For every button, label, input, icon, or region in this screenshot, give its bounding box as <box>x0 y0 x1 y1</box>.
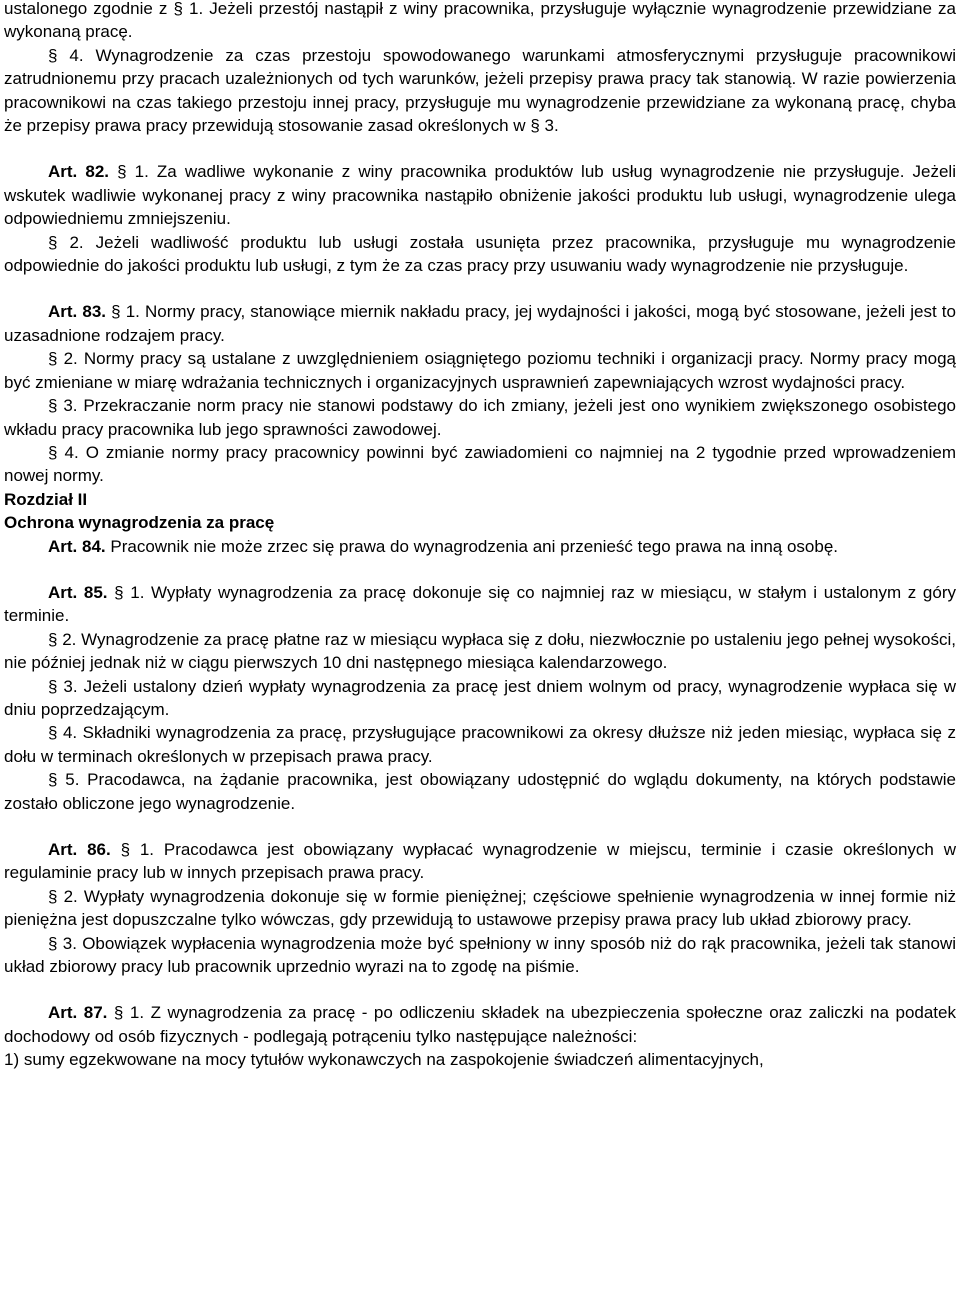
section-sign: § <box>48 723 58 743</box>
text-run: 5. Pracodawca, na żądanie pracownika, jest obowiązany udostępnić do wglądu dokumenty, na których podstawie zostało obliczone jego wynagrodzenie. <box>4 770 956 813</box>
article-heading: Art. 86. <box>48 840 111 859</box>
text-run: 2. Wynagrodzenie za pracę płatne raz w miesiącu wypłaca się z dołu, niezwłocznie po ustaleniu jego pełnej wysokości, nie później jednak niż w ciągu pierwszych 10 dni następnego miesiąca kalendarzowego. <box>4 629 956 673</box>
art85-paragraph-2 <box>4 628 956 675</box>
art82-paragraph-1 <box>4 160 956 230</box>
art85-paragraph-4 <box>4 721 956 768</box>
chapter-number: Rozdział II <box>4 489 88 509</box>
section-sign: § <box>48 886 58 906</box>
art84-paragraph <box>4 535 956 558</box>
art83-paragraph-1 <box>4 300 956 347</box>
section-sign: § <box>530 116 540 136</box>
text-run: 3. Jeżeli ustalony dzień wypłaty wynagrodzenia za pracę jest dniem wolnym od pracy, wynagrodzenie wypłaca się w dniu poprzedzającym. <box>4 676 956 719</box>
section-sign: § <box>173 0 183 18</box>
section-sign: § <box>113 1003 124 1023</box>
art85-paragraph-5 <box>4 768 956 815</box>
article-heading: Art. 87. <box>48 1003 108 1023</box>
art86-paragraph-3 <box>4 932 956 979</box>
text-run: ustalonego zgodnie z <box>4 0 174 18</box>
section-sign: § <box>48 676 58 696</box>
chapter-title: Ochrona wynagrodzenia za pracę <box>4 513 275 533</box>
art82-paragraph-2 <box>4 231 956 278</box>
article-heading: Art. 85. <box>48 582 108 602</box>
art83-paragraph-2 <box>4 347 956 394</box>
text-run: 2. Jeżeli wadliwość produktu lub usługi została usunięta przez pracownika, przysługuje mu wynagrodzenie odpowiednie do jakości produktu lub usługi, z tym że za czas pracy przy usuwaniu wady wynagrodzenie nie przysługuje. <box>4 232 956 276</box>
text-run: 2. Normy pracy są ustalane z uwzględnieniem osiągniętego poziomu techniki i organizacji pracy. Normy pracy mogą być zmieniane w miarę wdrażania technicznych i organizacyjnych usprawnień zapewniających wzrost wydajności pracy. <box>4 349 956 392</box>
text-run: 4. O zmianie normy pracy pracownicy powinni być zawiadomieni co najmniej na 2 tygodnie przed wprowadzeniem nowej normy. <box>4 442 956 486</box>
text-run: 1. Pracodawca jest obowiązany wypłacać wynagrodzenie w miejscu, terminie i czasie określonych w regulaminie pracy lub w innych przepisach prawa pracy. <box>4 840 956 883</box>
article-heading: Art. 84. <box>48 536 106 556</box>
art83-paragraph-4 <box>4 441 956 488</box>
art81-paragraph-4 <box>4 44 956 138</box>
text-run: 1. Jeżeli przestój nastąpił z winy pracownika, przysługuje wyłącznie wynagrodzenie przewidziane za wykonaną pracę. <box>4 0 956 42</box>
text-run: 3. Obowiązek wypłacenia wynagrodzenia może być spełniony w inny sposób niż do rąk pracownika, jeżeli tak stanowi układ zbiorowy pracy lub pracownik uprzednio wyrazi na to zgodę na piśmie. <box>4 933 956 977</box>
section-sign: § <box>48 629 58 649</box>
paragraph-continuation <box>4 0 956 44</box>
text-run: 1. Za wadliwe wykonanie z winy pracownika produktów lub usług wynagrodzenie nie przysługuje. Jeżeli wskutek wadliwie wykonanej pracy z winy pracownika nastąpiło obniżenie jakości produktu lub usługi, wynagrodzenie ulega odpowiedniemu zmniejszeniu. <box>4 162 956 229</box>
section-sign: § <box>117 162 127 182</box>
art85-paragraph-1 <box>4 581 956 628</box>
section-sign: § <box>120 840 131 859</box>
text-run: 2. Wypłaty wynagrodzenia dokonuje się w formie pieniężnej; częściowe spełnienie wynagrodzenia w innej formie niż pieniężna jest dopuszczalne tylko wówczas, gdy przewidują to ustawowe przepisy prawa pracy lub układ zbiorowy pracy. <box>4 886 956 930</box>
text-run: 3. Przekraczanie norm pracy nie stanowi podstawy do ich zmiany, jeżeli jest ono wynikiem zwiększonego osobistego wkładu pracy pracownika lub jego sprawności zawodowej. <box>4 396 956 439</box>
section-sign: § <box>48 232 58 252</box>
text-run: 3. <box>539 116 559 136</box>
text-run: 1. Wypłaty wynagrodzenia za pracę dokonuje się co najmniej raz w miesiącu, w stałym i ustalonym z góry terminie. <box>4 582 956 626</box>
section-sign: § <box>111 302 121 322</box>
art83-paragraph-3 <box>4 394 956 441</box>
art86-paragraph-1 <box>4 838 956 885</box>
article-heading: Art. 82. <box>48 162 109 182</box>
section-sign: § <box>48 45 58 65</box>
text-run: Pracownik nie może zrzec się prawa do wynagrodzenia ani przenieść tego prawa na inną osobę. <box>105 536 838 556</box>
text-run: 1. Normy pracy, stanowiące miernik nakładu pracy, jej wydajności i jakości, mogą być stosowane, jeżeli jest to uzasadnione rodzajem pracy. <box>4 302 956 345</box>
art85-paragraph-3 <box>4 675 956 722</box>
text-run: 1. Z wynagrodzenia za pracę - po odliczeniu składek na ubezpieczenia społeczne oraz zaliczki na podatek dochodowy od osób fizycznych - podlegają potrąceniu tylko następujące należności: <box>4 1003 956 1046</box>
document-page <box>4 0 956 1072</box>
text-run: 4. Wynagrodzenie za czas przestoju spowodowanego warunkami atmosferycznymi przysługuje pracownikowi zatrudnionemu przy pracach uzależnionych od tych warunków, jeżeli przepisy prawa pracy tak stanowią. W razie powierzenia pracownikowi na czas takiego przestoju innej pracy, przysługuje mu wynagrodzenie przewidziane za wykonaną pracę, chyba że przepisy prawa pracy przewidują stosowanie zasad określonych w <box>4 45 956 136</box>
art86-paragraph-2 <box>4 885 956 932</box>
text-run: 4. Składniki wynagrodzenia za pracę, przysługujące pracownikowi za okresy dłuższe niż jeden miesiąc, wypłaca się z dołu w terminach określonych w przepisach prawa pracy. <box>4 723 956 766</box>
art87-list-item-1: 1) sumy egzekwowane na mocy tytułów wykonawczych na zaspokojenie świadczeń alimentacyjnych, <box>4 1050 764 1070</box>
section-sign: § <box>48 442 58 462</box>
section-sign: § <box>114 582 124 602</box>
section-sign: § <box>48 770 58 790</box>
art87-paragraph-1 <box>4 1001 956 1048</box>
section-sign: § <box>48 933 58 953</box>
section-sign: § <box>48 349 58 369</box>
article-heading: Art. 83. <box>48 302 107 322</box>
section-sign: § <box>48 396 58 416</box>
